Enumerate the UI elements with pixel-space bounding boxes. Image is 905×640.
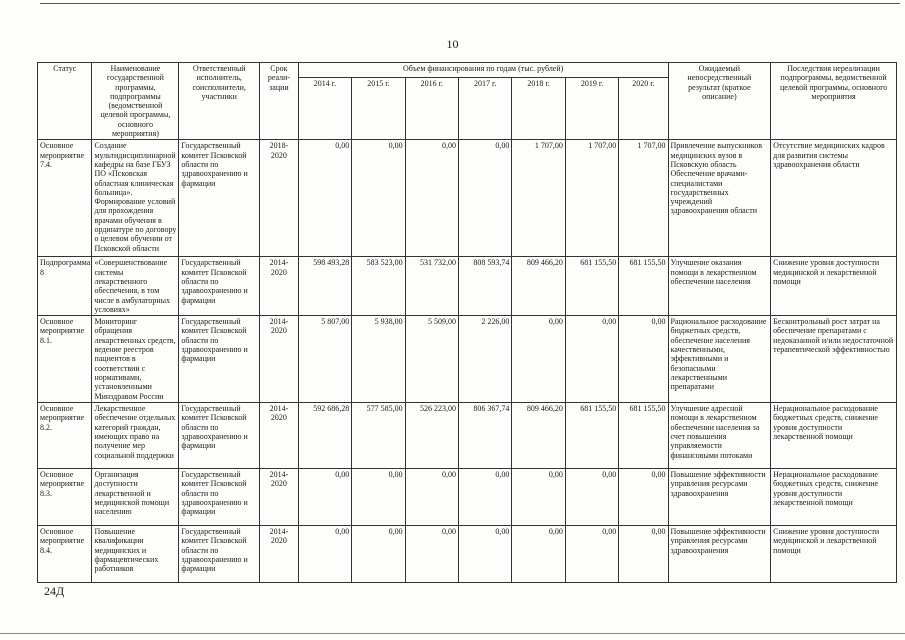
row-value: 0,00 — [459, 469, 512, 526]
row-status: Основное мероприятие 8.1. — [38, 316, 92, 403]
row-value: 0,00 — [512, 526, 565, 583]
row-value: 0,00 — [459, 526, 512, 583]
row-value: 0,00 — [352, 469, 405, 526]
row-value: 5 509,00 — [405, 316, 458, 403]
page-number: 10 — [446, 37, 459, 51]
table-row — [38, 469, 897, 526]
row-consequences: Нерациональное расходование бюджетных средств, снижение уровня доступности лекарственной помощи — [771, 403, 897, 469]
row-consequences: Бесконтрольный рост затрат на обеспечение препаратами с недоказанной и/или недостаточной терапевтической эффективностью — [771, 316, 897, 403]
row-value: 0,00 — [459, 140, 512, 257]
row-term: 2014-2020 — [260, 526, 299, 583]
row-name: Повышение квалификации медицинских и фармацевтических работников — [92, 526, 179, 583]
row-value: 592 686,28 — [298, 403, 351, 469]
row-value: 806 367,74 — [459, 403, 512, 469]
row-value: 1 707,00 — [512, 140, 565, 257]
scan-edge-bottom — [0, 633, 905, 634]
row-value: 681 155,50 — [619, 257, 668, 316]
row-term: 2014-2020 — [260, 469, 299, 526]
row-value: 0,00 — [352, 140, 405, 257]
row-result: Улучшение адресной помощи в лекарственном обеспечении населения за счет повышения управляемости финансовыми потоками — [668, 403, 771, 469]
header-result: Ожидаемый непосредственный результат (краткое описание) — [668, 63, 771, 140]
row-executor: Государственный комитет Псковской области по здравоохранению и фармации — [179, 526, 260, 583]
row-value: 0,00 — [512, 316, 565, 403]
header-year: 2020 г. — [619, 77, 668, 140]
footer-code: 24Д — [44, 584, 65, 598]
row-value: 2 226,00 — [459, 316, 512, 403]
row-status: Основное мероприятие 7.4. — [38, 140, 92, 257]
header-status: Статус — [38, 63, 92, 140]
row-consequences: Снижение уровня доступности медицинской и лекарственной помощи — [771, 257, 897, 316]
row-executor: Государственный комитет Псковской области по здравоохранению и фармации — [179, 316, 260, 403]
row-value: 0,00 — [405, 140, 458, 257]
row-value: 809 466,20 — [512, 257, 565, 316]
row-result: Рациональное расходование бюджетных средств, обеспечение населения качественными, эффективными и безопасными лекарственными препаратами — [668, 316, 771, 403]
row-executor: Государственный комитет Псковской области по здравоохранению и фармации — [179, 469, 260, 526]
row-result: Повышение эффективности управления ресурсами здравоохранения — [668, 526, 771, 583]
table-row — [38, 403, 897, 469]
scan-edge-top — [40, 3, 900, 4]
row-value: 1 707,00 — [565, 140, 618, 257]
row-value: 0,00 — [619, 469, 668, 526]
row-term: 2014-2020 — [260, 316, 299, 403]
row-value: 5 807,00 — [298, 316, 351, 403]
row-value: 808 593,74 — [459, 257, 512, 316]
row-status: Основное мероприятие 8.3. — [38, 469, 92, 526]
table-row — [38, 526, 897, 583]
header-year: 2018 г. — [512, 77, 565, 140]
row-status: Основное мероприятие 8.4. — [38, 526, 92, 583]
financing-table — [37, 62, 897, 583]
row-name: Организация доступности лекарственной и медицинской помощи населению — [92, 469, 179, 526]
row-term: 2014-2020 — [260, 257, 299, 316]
row-value: 583 523,00 — [352, 257, 405, 316]
row-executor: Государственный комитет Псковской области по здравоохранению и фармации — [179, 140, 260, 257]
row-value: 0,00 — [619, 316, 668, 403]
row-value: 577 585,00 — [352, 403, 405, 469]
row-value: 0,00 — [565, 469, 618, 526]
row-value: 0,00 — [298, 469, 351, 526]
row-value: 0,00 — [405, 526, 458, 583]
header-term: Срок реали-зации — [260, 63, 299, 140]
row-value: 526 223,00 — [405, 403, 458, 469]
row-result: Улучшение оказания помощи в лекарственном обеспечении населения — [668, 257, 771, 316]
row-name: Лекарственное обеспечение отдельных категорий граждан, имеющих право на получение мер социальной поддержки — [92, 403, 179, 469]
table-header-row — [38, 63, 897, 78]
row-consequences: Снижение уровня доступности медицинской и лекарственной помощи — [771, 526, 897, 583]
row-consequences: Отсутствие медицинских кадров для развития системы здравоохранения области — [771, 140, 897, 257]
table-row — [38, 316, 897, 403]
header-year: 2015 г. — [352, 77, 405, 140]
row-value: 1 707,00 — [619, 140, 668, 257]
row-name: «Совершенствование системы лекарственного обеспечения, в том числе в амбулаторных условиях» — [92, 257, 179, 316]
header-year: 2019 г. — [565, 77, 618, 140]
header-year: 2016 г. — [405, 77, 458, 140]
row-value: 598 493,28 — [298, 257, 351, 316]
header-year: 2017 г. — [459, 77, 512, 140]
table-row — [38, 257, 897, 316]
row-value: 681 155,50 — [565, 403, 618, 469]
row-result: Повышение эффективности управления ресурсами здравоохранения — [668, 469, 771, 526]
row-value: 531 732,00 — [405, 257, 458, 316]
row-name: Мониторинг обращения лекарственных средств, ведение реестров пациентов в соответствии с нормативами, установленными Минздравом России — [92, 316, 179, 403]
row-value: 681 155,50 — [565, 257, 618, 316]
row-name: Создание мультидисциплинарной кафедры на базе ГБУЗ ПО «Псковская областная клиническая больница». Формирование условий для прохождения врачами обучения в ординатуре по договору о целевом обучении от Псковской области — [92, 140, 179, 257]
row-executor: Государственный комитет Псковской области по здравоохранению и фармации — [179, 257, 260, 316]
header-name: Наименование государственной программы, подпрограммы (ведомственной целевой программы, основного мероприятия) — [92, 63, 179, 140]
row-value: 0,00 — [298, 140, 351, 257]
header-consequences: Последствия нереализации подпрограммы, ведомственной целевой программы, основного мероприятия — [771, 63, 897, 140]
row-result: Привлечение выпускников медицинских вузов в Псковскую область Обеспечение врачами-специалистами государственных учреждений здравоохранения области — [668, 140, 771, 257]
row-status: Подпрограмма 8 — [38, 257, 92, 316]
row-value: 0,00 — [565, 526, 618, 583]
row-value: 681 155,50 — [619, 403, 668, 469]
row-status: Основное мероприятие 8.2. — [38, 403, 92, 469]
header-financing: Объем финансирования по годам (тыс. рублей) — [298, 63, 668, 78]
header-executor: Ответственный исполнитель, соисполнители, участники — [179, 63, 260, 140]
row-term: 2014-2020 — [260, 403, 299, 469]
table-row — [38, 140, 897, 257]
row-value: 0,00 — [405, 469, 458, 526]
row-executor: Государственный комитет Псковской области по здравоохранению и фармации — [179, 403, 260, 469]
row-value: 809 466,20 — [512, 403, 565, 469]
row-consequences: Нерациональное расходование бюджетных средств, снижение уровня доступности лекарственной помощи — [771, 469, 897, 526]
row-term: 2018-2020 — [260, 140, 299, 257]
row-value: 0,00 — [352, 526, 405, 583]
row-value: 0,00 — [619, 526, 668, 583]
header-year: 2014 г. — [298, 77, 351, 140]
row-value: 5 938,00 — [352, 316, 405, 403]
row-value: 0,00 — [565, 316, 618, 403]
row-value: 0,00 — [298, 526, 351, 583]
row-value: 0,00 — [512, 469, 565, 526]
